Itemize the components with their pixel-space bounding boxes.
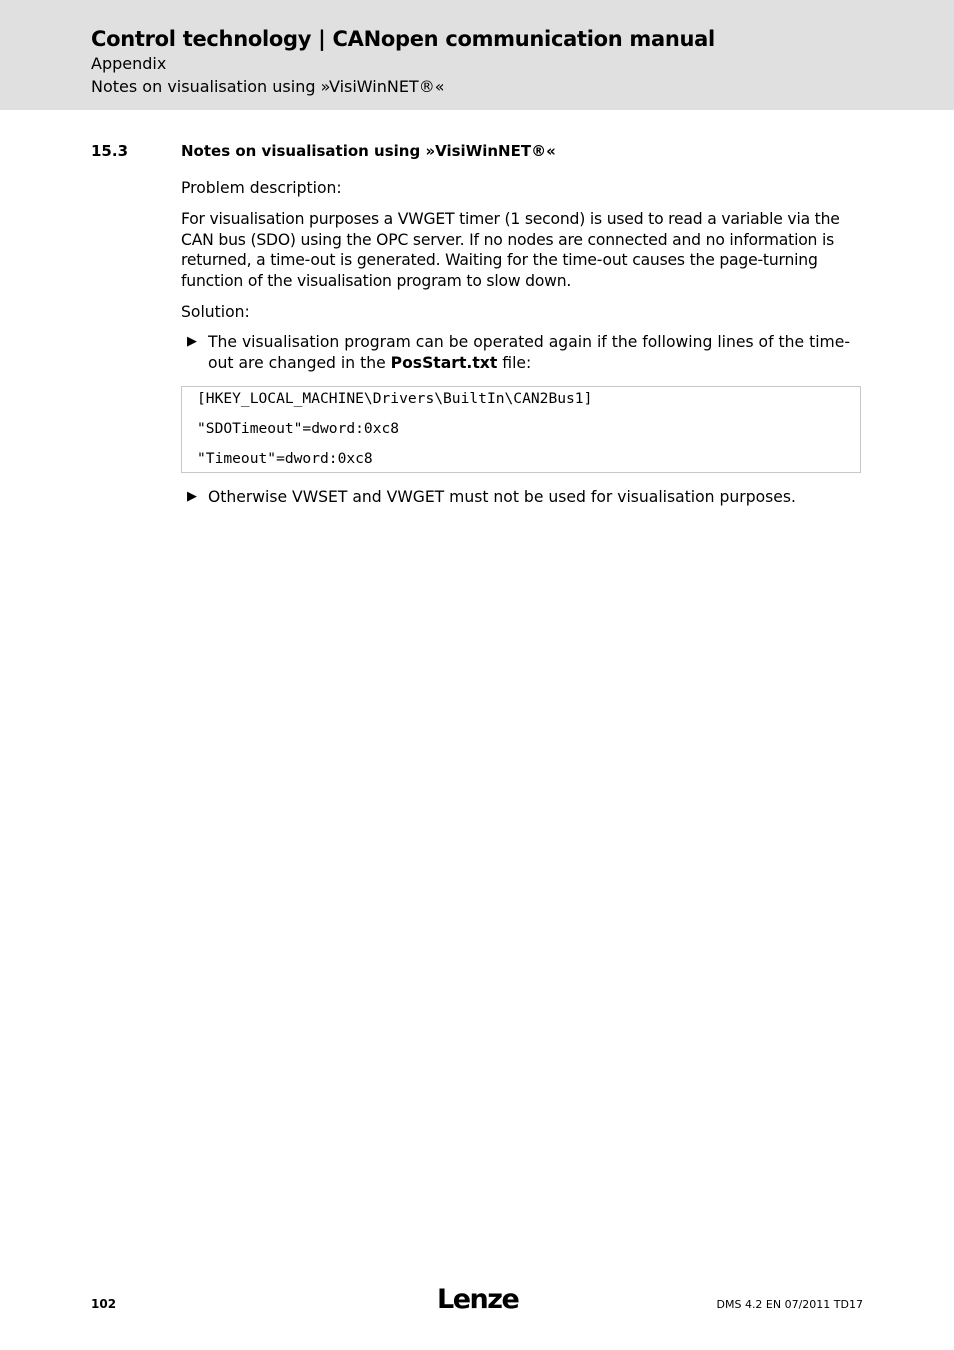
solution-bullet-1 — [187, 332, 863, 374]
bullet-text-after: file: — [497, 353, 532, 372]
page-number: 102 — [91, 1297, 117, 1311]
problem-label: Problem description: — [181, 179, 342, 197]
section-number: 15.3 — [91, 142, 129, 160]
code-line: "Timeout"=dword:0xc8 — [197, 450, 373, 467]
bullet-text: Otherwise VWSET and VWGET must not be used for visualisation purposes. — [208, 488, 796, 506]
section-title: Notes on visualisation using »VisiWinNET®« — [181, 142, 556, 160]
bullet-text — [208, 332, 863, 373]
solution-bullet-2 — [187, 487, 863, 509]
code-line: "SDOTimeout"=dword:0xc8 — [197, 420, 400, 437]
breadcrumb-section: Notes on visualisation using »VisiWinNET®« — [91, 77, 445, 96]
bullet-triangle-icon: ▶ — [187, 489, 197, 504]
document-info: DMS 4.2 EN 07/2011 TD17 — [716, 1298, 863, 1311]
lenze-logo: Lenze — [437, 1284, 519, 1315]
breadcrumb-chapter: Appendix — [91, 54, 167, 73]
solution-label: Solution: — [181, 303, 250, 321]
bullet-triangle-icon: ▶ — [187, 334, 197, 349]
bullet-text-before: The visualisation program can be operated again if the following lines of the time-out are changed in the — [208, 333, 850, 372]
code-line: [HKEY_LOCAL_MACHINE\Drivers\BuiltIn\CAN2Bus1] — [197, 390, 593, 407]
problem-description: For visualisation purposes a VWGET timer (1 second) is used to read a variable via the CAN bus (SDO) using the OPC server. If no nodes are connected and no information is returned, a time-out is generated. Waiting for the time-out causes the page-turning function of the visualisation program to slow down. — [181, 210, 840, 291]
filename: PosStart.txt — [390, 353, 498, 372]
code-block — [181, 386, 861, 473]
document-title: Control technology | CANopen communication manual — [91, 27, 715, 51]
page-header — [0, 0, 954, 110]
